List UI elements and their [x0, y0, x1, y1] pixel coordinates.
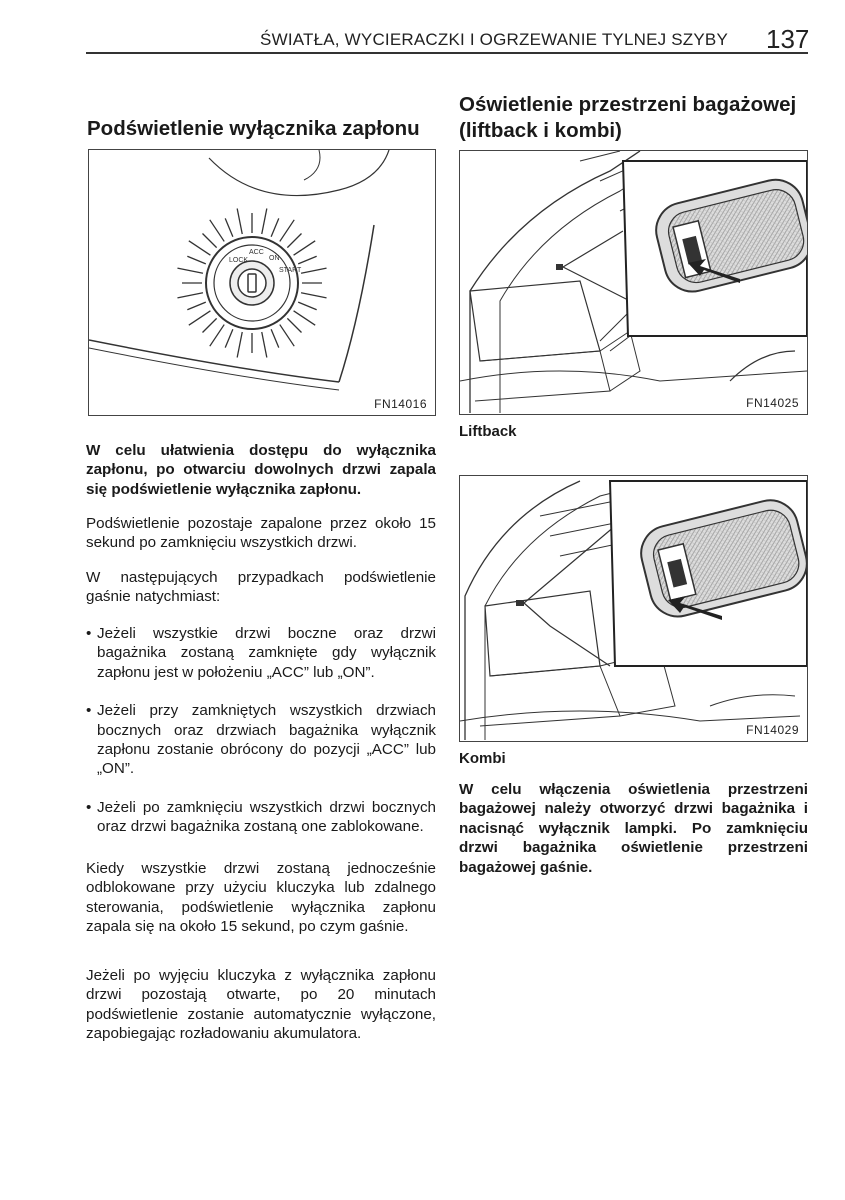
svg-text:ACC: ACC: [249, 249, 264, 256]
paragraph-auto-off: Jeżeli po wyjęciu kluczyka z wyłącznika zapłonu drzwi pozostają otwarte, po 20 minutach podświetlenie zostanie automatycznie wyłączone, zapobiegając rozładowaniu akumulatora.: [86, 967, 436, 1043]
paragraph-duration: Podświetlenie pozostaje zapalone przez około 15 sekund po zamknięciu wszystkich drzwi.: [86, 515, 436, 552]
figure-caption-liftback: Liftback: [459, 423, 517, 440]
liftback-figure: [459, 150, 808, 415]
paragraph-unlock: Kiedy wszystkie drzwi zostaną jednocześnie odblokowane przy użyciu kluczyka lub zdalnego sterowania, podświetlenie wyłącznika zapłonu zapala się na około 15 sekund, po czym gaśnie.: [86, 860, 436, 936]
kombi-figure: [459, 475, 808, 742]
running-header: ŚWIATŁA, WYCIERACZKI I OGRZEWANIE TYLNEJ SZYBY: [260, 30, 728, 49]
ignition-switch-illustration: [89, 150, 435, 415]
svg-text:START: START: [279, 267, 302, 274]
figure-caption-kombi: Kombi: [459, 750, 506, 767]
list-item: • Jeżeli wszystkie drzwi boczne oraz drzwi bagażnika zostaną zamknięte gdy wyłącznik zapłonu jest w położeniu „ACC” lub „ON”.: [86, 624, 436, 682]
paragraph-cases-intro: W następujących przypadkach podświetlenie gaśnie natychmiast:: [86, 569, 436, 606]
header-divider: [86, 52, 808, 54]
section-heading-luggage-light-line2: (liftback i kombi): [459, 119, 622, 142]
ignition-switch-figure: [88, 149, 436, 416]
list-item: • Jeżeli po zamknięciu wszystkich drzwi bocznych oraz drzwi bagażnika zostaną one zablokowane.: [86, 798, 436, 837]
svg-text:ON: ON: [269, 255, 280, 262]
section-heading-ignition-illumination: Podświetlenie wyłącznika zapłonu: [87, 117, 420, 140]
instruction-paragraph: W celu włączenia oświetlenia przestrzeni bagażowej należy otworzyć drzwi bagażnika i nacisnąć wyłącznik lampki. Po zamknięciu drzwi bagażnika oświetlenie przestrzeni bagażowej gaśnie.: [459, 781, 808, 876]
list-item: • Jeżeli przy zamkniętych wszystkich drzwiach bocznych oraz drzwiach bagażnika wyłącznik zapłonu zostanie obrócony do pozycji „ACC” lub „ON”.: [86, 701, 436, 779]
intro-paragraph: W celu ułatwienia dostępu do wyłącznika zapłonu, po otwarciu dowolnych drzwi zapala się podświetlenie wyłącznika zapłonu.: [86, 442, 436, 498]
figure-code: FN14029: [746, 723, 799, 737]
figure-code: FN14025: [746, 396, 799, 410]
liftback-luggage-illustration: [460, 151, 807, 414]
section-heading-luggage-light-line1: Oświetlenie przestrzeni bagażowej: [459, 93, 797, 116]
kombi-luggage-illustration: [460, 476, 807, 741]
cases-list: [86, 624, 436, 856]
svg-text:LOCK: LOCK: [229, 257, 249, 264]
page-number: 137: [766, 24, 810, 54]
figure-code: FN14016: [374, 397, 427, 411]
